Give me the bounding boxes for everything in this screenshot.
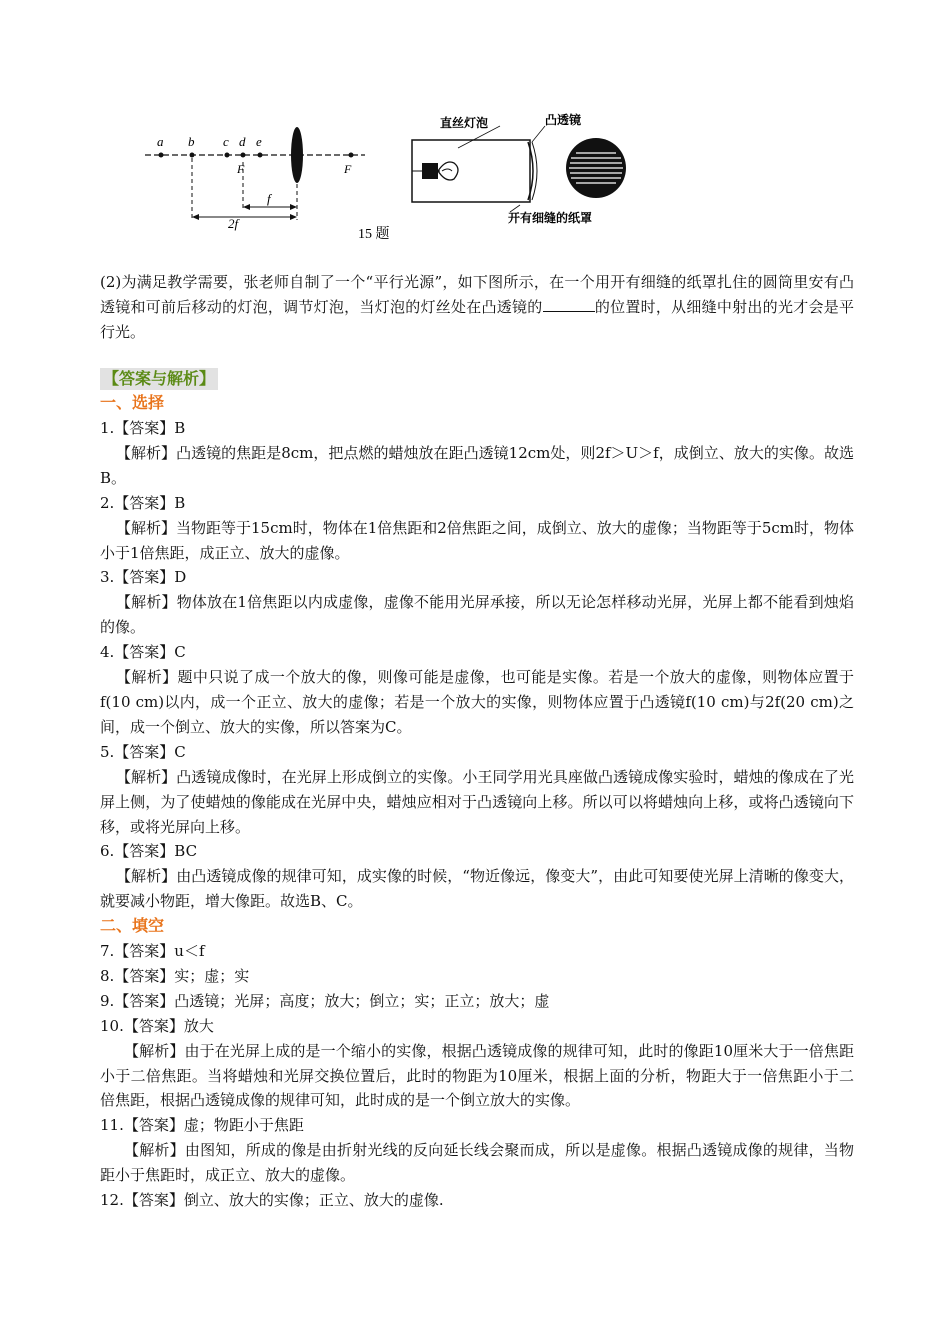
answer-line: 3.【答案】D	[100, 568, 187, 587]
answer-line: 4.【答案】C	[100, 643, 186, 662]
answer-line: 2.【答案】B	[100, 493, 186, 512]
explanation-line: 【解析】由图知，所成的像是由折射光线的反向延长线会聚而成，所以是虚像。根据凸透镜成像的规律，当物距小于焦距时，成正立、放大的虚像。	[100, 1141, 854, 1185]
point-f-right	[349, 153, 354, 158]
label-a: a	[157, 134, 164, 149]
label-f-left: F	[237, 162, 245, 176]
answer-blank	[543, 297, 595, 312]
point-d	[241, 153, 246, 158]
question-2-text: (2)为满足教学需要，张老师自制了一个“平行光源”，如下图所示，在一个用开有细缝的纸罩扎住的圆筒里安有凸透镜和可前后移动的灯泡，调节灯泡，当灯泡的灯丝处在凸透镜的 的位置时，从细缝中射出的光才会是平行光。	[100, 273, 854, 341]
label-f-right: F	[344, 162, 352, 176]
answer-line: 1.【答案】B	[100, 419, 186, 437]
answer-line: 8.【答案】实；虚；实	[100, 966, 250, 985]
parallel-light-source-figure	[412, 126, 626, 212]
answer-list	[100, 416, 854, 1213]
answer-line: 10.【答案】放大	[100, 1016, 214, 1035]
answer-line: 5.【答案】C	[100, 742, 186, 761]
point-e	[258, 153, 263, 158]
label-e: e	[256, 134, 262, 149]
label-b: b	[188, 134, 195, 149]
explanation-line: 【解析】由凸透镜成像的规律可知，成实像的时候，“物近像远，像变大”，由此可知要使光屏上清晰的像变大，就要减小物距，增大像距。故选B、C。	[100, 867, 854, 911]
answer-line: 9.【答案】凸透镜；光屏；高度；放大；倒立；实；正立；放大；虚	[100, 991, 550, 1010]
convex-lens-left	[291, 127, 303, 183]
section-heading-fill: 二、填空	[100, 916, 165, 936]
section-heading-choice: 一、选择	[100, 393, 165, 412]
label-lens: 凸透镜	[545, 113, 582, 127]
answer-line: 6.【答案】BC	[100, 842, 198, 861]
figure-caption: 15 题	[358, 227, 390, 242]
answer-line: 7.【答案】u＜f	[100, 942, 205, 961]
label-d: d	[239, 134, 246, 149]
label-2f-dimension: 2f	[228, 216, 239, 231]
lens-figure	[140, 112, 640, 247]
bulb-icon	[438, 162, 458, 180]
explanation-line: 【解析】物体放在1倍焦距以内成虚像，虚像不能用光屏承接，所以无论怎样移动光屏，光屏上都不能看到烛焰的像。	[100, 593, 854, 637]
explanation-line: 【解析】凸透镜成像时，在光屏上形成倒立的实像。小王同学用光具座做凸透镜成像实验时，蜡烛的像成在了光屏上侧，为了使蜡烛的像能成在光屏中央，蜡烛应相对于凸透镜向上移。所以可以将蜡烛向上移，或将凸透镜向下移，或将光屏向上移。	[100, 767, 854, 836]
label-c: c	[223, 134, 229, 149]
answer-line: 12.【答案】倒立、放大的实像；正立、放大的虚像.	[100, 1191, 444, 1210]
explanation-line: 【解析】当物距等于15cm时，物体在1倍焦距和2倍焦距之间，成倒立、放大的虚像；当物距等于5cm时，物体小于1倍焦距，成正立、放大的虚像。	[100, 518, 854, 562]
label-f-dimension: f	[267, 191, 271, 206]
explanation-line: 【解析】由于在光屏上成的是一个缩小的实像，根据凸透镜成像的规律可知，此时的像距10厘米大于一倍焦距小于二倍焦距。当将蜡烛和光屏交换位置后，此时的物距为10厘米，根据上面的分析，物距大于一倍焦距小于二倍焦距，根据凸透镜成像的规律可知，此时成的是一个倒立放大的实像。	[100, 1041, 854, 1110]
explanation-line: 【解析】题中只说了成一个放大的像，则像可能是虚像，也可能是实像。若是一个放大的虚像，则物体应置于f(10 cm)以内，成一个正立、放大的虚像；若是一个放大的实像，则物体应置于凸透镜f(10 cm)与2f(20 cm)之间，成一个倒立、放大的实像，所以答案为C。	[100, 668, 854, 736]
answer-line: 11.【答案】虚；物距小于焦距	[100, 1116, 304, 1135]
label-cover: 开有细缝的纸罩	[508, 211, 593, 225]
point-a	[159, 153, 164, 158]
point-c	[225, 153, 230, 158]
explanation-line: 【解析】凸透镜的焦距是8cm，把点燃的蜡烛放在距凸透镜12cm处，则2f＞U＞f，成倒立、放大的实像。故选B。	[100, 443, 854, 487]
answer-section-title: 【答案与解析】	[100, 368, 218, 390]
label-bulb: 直丝灯泡	[440, 116, 489, 130]
point-b	[190, 153, 195, 158]
